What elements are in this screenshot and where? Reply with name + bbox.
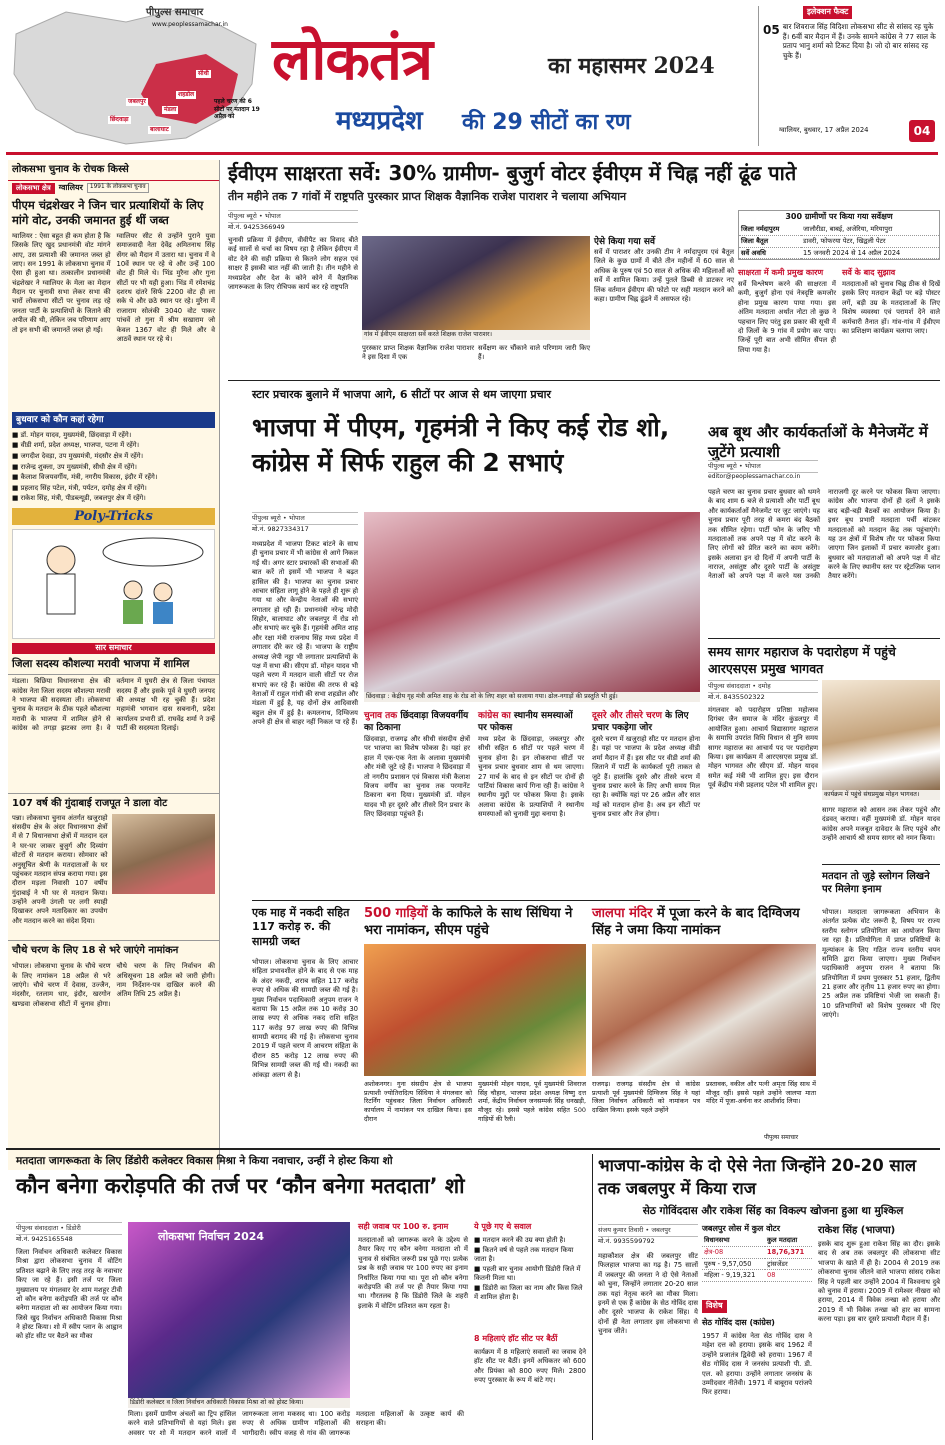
list-item: ■ कितने वर्ष से पहले तक मतदान किया जाता है। <box>474 1245 574 1264</box>
table-row: महिला - 9,19,321 08 <box>702 1270 812 1282</box>
evm-headline: ईवीएम साक्षरता सर्वे: 30% ग्रामीण- बुजुर्ग वोटर ईवीएम में चिह्न नहीं ढूंढ पाते <box>228 161 797 185</box>
divider <box>822 864 940 865</box>
kbm-byline-box <box>16 1222 122 1244</box>
cartoon-caption: सार समाचार <box>12 643 215 654</box>
cartoon <box>12 529 215 639</box>
left-column <box>8 160 220 1170</box>
map-city-1: सीधी <box>198 70 209 77</box>
booth-body: पहले चरण का चुनाव प्रचार बुधवार को थमने के बाद शाम 6 बजे से प्रत्याशी और पार्टी बूथ और कार्यकर्ताओं मैनेजमेंट पर जुट जाएंगे। यह चुनाव प्रचार पूरी तरह से कमरा बंद बैठकों तक सीमित रहेगा। पार्टी फोन के जरिए भी मतदाताओं तक अपने पक्ष में वोट करने के लिए लोगों को प्रेरित करने का काम करेंगे। इसके अलावा इन दो दिनों में अपनी पार्टी के नाराज, असंतुष्ट और दूसरे पार्टी के असंतुष्ट नेताओं को अपने पक्ष में करने यस उनकी नाराजगी दूर करने पर फोकस किया जाएगा। कांग्रेस और भाजपा दोनों ही दलों ने इसके बाद बड़ी-बड़ी बैठकों का आयोजन किया है। इधर बूथ प्रभारी मतदाता पर्ची बांटकर मतदाताओं को मतदान केंद्र तक पहुंचाएंगे। यह उन क्षेत्रों में विशेष तौर पर फोकस किया जाएगा जिन इलाकों में प्रचार कमजोर हुआ। बुधवार को मतदाताओं को अपने पक्ष में वोट करने के लिए स्थानीय स्तर पर स्ट्रेटजिक प्लान तैयार करेंगे। <box>708 488 940 581</box>
seth-body: 1957 में कांग्रेस नेता सेठ गोविंद दास ने महेश दत्त को हराया। इसके बाद 1962 में उन्होंने प्रजातंत्र द्विवेदी को हराया। 1967 में सेठ गोविंद दास ने जनसंघ प्रत्याशी पी. डी. एल. को हराया। उन्होंने लगातार जनसंघ के उम्मीदवार नीतेवी। 1971 में बाबूराव परांजपे फिर हराया। <box>702 1332 812 1397</box>
table-row: सर्वे अवधि 15 जनवरी 2024 से 14 अप्रैल 2024 <box>739 247 939 259</box>
bjp-photo-caption: छिंदवाड़ा : केंद्रीय गृह मंत्री अमित शाह के रोड शो के लिए शहर को सजाया गया। ढोल-नगाड़ों की प्रस्तुति भी हुई। <box>364 692 700 702</box>
kbm-body: जिला निर्वाचन अधिकारी कलेक्टर विकास मिश्रा द्वारा लोकसभा चुनाव में वोटिंग प्रतिशत बढ़ाने के लिए तरह तरह के नवाचार किए जा रहे हैं। इसी तर्ज पर जिला मुख्यालय पर मंगलवार देर शाम मशहूर टीवी शो कौन बनेगा करोड़पति की तर्ज पर कौन बनेगा मतदाता शो का आयोजन किया गया। जिसे खुद निर्वाचन अधिकारी विकास मिश्रा ने होस्ट किया। शो में स्वीप प्लान के आह्वान को हॉट सीट पर बैठने का मौका <box>16 1248 122 1341</box>
section-rule <box>6 1148 940 1150</box>
list-item: ■ डिंडोरी का जिला का नाम और किस जिले में शामिल होता है। <box>474 1283 583 1302</box>
kbm-headline: कौन बनेगा करोड़पति की तर्ज पर ‘कौन बनेगा मतदाता’ शो <box>16 1174 465 1198</box>
evm-award-text: पुरस्कार प्राप्त शिक्षक वैज्ञानिक राजेश पाराशर ने इस दिशा में एक <box>362 344 474 362</box>
booth-email: editor@peoplessamachar.co.in <box>708 472 801 480</box>
c3-title: दूसरे और तीसरे चरण के लिए प्रचार पकड़ेगा जोर <box>592 711 689 734</box>
who-item: ■ प्रहलाद सिंह पटेल, मंत्री, पर्यटन, दमोह क्षेत्र में रहेंगे। <box>12 483 147 492</box>
evm-byline: पीपुल्स ब्यूरो • भोपाल <box>228 210 358 223</box>
map-city-4: मंडला <box>164 106 177 113</box>
bjp-body: मध्यप्रदेश में भाजपा टिकट बांटने के साथ ही चुनाव प्रचार में भी कांग्रेस से आगे निकल गई थी। अगर स्टार प्रचारकों की सभाओं की बात करें तो इसमें भी भाजपा ने बढ़त हासिल की है। भाजपा का चुनाव प्रचार आचार संहिता लागू होने के पहले ही शुरू हो गया था और केन्द्रीय नेताओं की सभाएं लगातार हो रही हैं। प्रधानमंत्री नरेन्द्र मोदी सिहोर, बालाघाट और जबलपुर में रोड शो और सभाएं कर चुके हैं। गृहमंत्री अमित शाह और रक्षा मंत्री राजनाथ सिंह मध्य प्रदेश में लगातार दौरे कर रहे हैं। भाजपा के राष्ट्रीय अध्यक्ष जेपी नड्डा भी लगातार प्रत्याशियों के पक्ष में सभा की। सीएम डॉ. मोहन यादव भी पहले चरण में मतदान वाली सीटों पर रोज सभाएं कर रहे हैं। कांग्रेस की तरफ से बड़े नेताओं में राहुल गांधी की सभा शहडोल और मंडला में हुई है, यह दोनों क्षेत्र आदिवासी बहुल क्षेत्र में हुई है। कमलनाथ, दिग्विजय अपने ही क्षेत्र से बाहर नहीं निकल पा रहे हैं। <box>252 540 358 727</box>
jabalpur-phone: मो.नं. 9935599792 <box>598 1236 655 1245</box>
evm-survey-text: सर्वेक्षण कर चौंकाने वाले परिणाम जारी किए हैं। <box>478 344 590 362</box>
map-city-6: बालाघाट <box>150 126 169 133</box>
interesting-title: लोकसभा चुनाव के रोचक किस्से <box>8 160 219 181</box>
booth-headline: अब बूथ और कार्यकर्ताओं के मैनेजमेंट में जुटेंगे प्रत्याशी <box>708 423 928 462</box>
jabalpur-byline: संजय कुमार तिवारी • जबलपुर <box>598 1224 698 1237</box>
map-note: पहले चरण की 6 सीटों पर मतदान 19 अप्रैल को <box>214 98 260 120</box>
fourth-body: भोपाल। लोकसभा चुनाव के चौथे चरण के लिए नामांकन 18 अप्रैल से भरे जाएंगे। चौथे चरण में देवास, उज्जैन, मंदसौर, रतलाम धार, इंदौर, खरगोन खण्डवा लोकसभा सीटों में चुनाव होगा। चौथे चरण के लिए निर्वाचन की अधिसूचना 18 अप्रैल को जारी होगी। नाम निर्देशन-पत्र दाखिल करने की अंतिम तिथि 25 अप्रैल है। <box>12 962 215 1008</box>
lit-title: साक्षरता में कमी प्रमुख कारण <box>738 268 824 277</box>
evm-body: चुनावी प्रक्रिया में ईवीएम, वीवीपैट का विवाद बीते कई सालों से चर्चा का विषय रहा है लेकिन ईवीएम में वोट देने की सही प्रक्रिया से कितने लोग सहज एवं साक्षर हैं इसकी बात नहीं की जाती है। तीन महीने से मध्यप्रदेश और देश के कोने कोने में वैज्ञानिक जागरूकता के लिए रोचिपक कार्य कर रहे राष्ट्रपति <box>228 236 358 291</box>
who-list <box>8 430 219 504</box>
digvijay-credit: पीपुल्स समाचार <box>764 1134 799 1141</box>
kbm-kicker: मतदाता जागरूकता के लिए डिंडोरी कलेक्टर विकास मिश्रा ने किया नवाचार, उन्हीं ने होस्ट किया शो <box>16 1155 393 1167</box>
voters-table <box>702 1235 812 1283</box>
lit-body: सर्वे विश्लेषण करने की साक्षरता में कमी, बुजुर्ग होना एवं नेत्रदृष्टि कमजोर होना प्रमुख कारण पाया गया। इस अंतिम मतदाता अर्थात नोटा तो कुछ ने पहचान लिए परंतु इस प्रकार की सूची में दो जिलों के 9 गांव में प्रयोग कर पाए। जिन्हें पूरी बात अभी सीमित सैंपल ही लिया गया है। <box>738 280 836 354</box>
who-item: ■ वीडी शर्मा, प्रदेश अध्यक्ष, भाजपा, पटना में रहेंगे। <box>12 441 140 450</box>
digvijay-caption-b: प्रस्तावक, वकील और पत्नी अमृता सिंह साथ में मौजूद रहीं। इससे पहले उन्होंने जालपा माता मंदिर में पूजा-अर्चना कर आशीर्वाद लिया। <box>706 1080 816 1106</box>
masthead-sub-mp: मध्यप्रदेश <box>336 106 423 136</box>
table-row: क्षेत्र-08 18,76,371 <box>702 1246 812 1258</box>
sindhia-caption-a: अशोकनगर। गुना संसदीय क्षेत्र से भाजपा प्रत्याशी ज्योतिरादित्य सिंधिया ने मंगलवार को रिटर्निंग पहुंचकर जिला निर्वाचन अधिकारी कार्यालय में नामांकन पत्र दाखिल किया। इस दौरान <box>364 1080 472 1123</box>
pm-body-a: ग्वालियर : ऐसा बहुत ही कम होता है कि जिसके लिए खुद प्रधानमंत्री वोट मांगने आए, उस प्रत्याशी की जमानत जब्त हो जाए। सन 1991 के लोकसभा चुनाव में ऐसा ही हुआ था। तत्कालीन प्रधानमंत्री चंद्रशेखर ने ग्वालियर के मेला का मेदान मैदान पर चुनावी सभा लेकर सभा की चारों लोकसभा सीटों पर चुनाव लड़ रहे जनता पार्टी के प्रत्याशियों के जिताने की अपील की थी, लेकिन जब परिणाम आए तो इन सभी की जमानतें जब्त हो गईं। <box>12 231 111 334</box>
sug-body: मतदाताओं को चुनाव चिह्न ठीक से दिखें इसके लिए मतदान केंद्रों पर बड़े पोस्टर लगें, बड़ी उम्र के मतदाताओं के लिए विशेष व्यवस्था एवं परामर्श देने वाले कर्मचारी तैनात हों। गांव-गांव में ईवीएम का प्रशिक्षण कार्यक्रम चलाया जाए। <box>842 280 940 335</box>
old-body: पन्ना। लोकसभा चुनाव अंतर्गत खजुराहो संसदीय क्षेत्र के अंदर विधानसभा क्षेत्रों में से 7 विधानसभा क्षेत्रों में मतदान दल ने घर-घर जाकर बुजुर्ग और दिव्यांग वोटरों से मतदान कराया। सोमवार को अनुसूचित श्रेणी के मतदाताओं के घर पहुंचकर मतदान संपन्न कराया गया। इस दौरान मड़ला निवासी 107 वर्षीय गुंदाबाई ने भी घर से मतदान किया। उन्होंने अपनी उंगली पर लगी स्याही दिखाकर अपने मतादिकार का उपयोग और मतदान करने का संदेश दिया। <box>12 813 108 925</box>
evm-phone: मो.नं. 9425366949 <box>228 222 285 231</box>
brand-url: www.peoplessamachar.in <box>152 21 228 28</box>
masthead-sub-tail: की 29 सीटों का रण <box>462 110 631 135</box>
table-row: विधानसभा कुल मतदाता <box>702 1235 812 1246</box>
slogan-headline: मतदान तो जुड़े स्लोगन लिखने पर मिलेगा इनाम <box>822 871 930 895</box>
cash-body: भोपाल। लोकसभा चुनाव के लिए आचार संहिता प्रभावशील होने के बाद से एक माह के अंदर नकदी, शराब सहित 117 करोड़ रुपए से अधिक की सामग्री जब्त की गई है। मुख्य निर्वाचन पदाधिकारी अनुपम राजन ने बताया कि 15 अप्रैल तक 10 करोड़ 30 लाख रुपए से अधिक नकद राशि सहित 117 करोड़ 97 लाख रुपए की विभिन्न सामग्री बरामद की गई है। लोकसभा चुनाव 2019 में पहले चरण में आचरण संहिता के दौरान 85 करोड़ 12 लाख रुपए की विभिन्न सामग्री जब्त की गई थी। नकदी का आंकड़ा अलग से है। <box>252 958 358 1079</box>
list-item: ■ पहली बार चुनाव आयोगी डिंडोरी जिले में कितनी मिला था। <box>474 1264 581 1283</box>
fourth-headline: चौथे चरण के लिए 18 से भरे जाएंगे नामांकन <box>8 940 219 961</box>
slogan-body: भोपाल। मतदाता जागरूकता अभियान के अंतर्गत प्रत्येक वोट जरूरी है, विषय पर राज्य स्तरीय स्लोगन प्रतियोगिता का आयोजन किया जा रहा है। प्रतियोगिता में प्राप्त प्रविष्टियों के मूल्यांकन के लिए गठित राज्य स्तरीय चयन समिति द्वारा किया जाएगा। मुख्य निर्वाचन पदाधिकारी अनुपम राजन ने बताया कि प्रतियोगिता में प्रथम पुरस्कार 51 हजार, द्वितीय 21 हजार और तृतीय 11 हजार रुपए का होगा। 25 अप्रैल तक प्रविष्टियां भेजी जा सकती हैं। 10 प्रतिभागियों को विशेष पुरस्कार भी दिए जाएंगे। <box>822 908 940 1020</box>
cartoon-drawing <box>13 530 215 638</box>
kbm-photo-caption: डिंडोरी कलेक्टर व जिला निर्वाचन अधिकारी विकास मिश्रा शो को होस्ट किया। <box>128 1398 350 1408</box>
jabalpur-byline-box <box>598 1224 698 1246</box>
sagar-photo-caption: कार्यक्रम में पहुंचे संघप्रमुख मोहन भागवत। <box>822 790 940 800</box>
c1-body: छिंदवाड़ा, राजगढ़ और सीधी संसदीय क्षेत्रों पर भाजपा का विशेष फोकस है। यहां हर हाल में एक-एक नेता के अलावा मुख्यमंत्री और मंत्री जुटे रहे हैं। भाजपा ने छिंदवाड़ा में तो नगरीय प्रशासन एवं विकास मंत्री कैलाश विजय वर्गीय का चुनाव तक परमानेंट ठिकाना बना दिया। मुख्यमंत्री डॉ. मोहन यादव भी हर दूसरे और तीसरे दिन प्रचार के लिए छिंदवाड़ा पहुंचते हैं। <box>364 735 470 818</box>
sar-body: मंडला। बिछिया विधानसभा क्षेत्र की कांग्रेस नेता जिला सदस्य कौशल्या मरावी ने भाजपा की सदस्यता ली। लोकसभा चुनाव के मतदान के ठीक पहले कौशल्या मरावी के भाजपा में शामिल होने से कांग्रेस को तगड़ा झटका लगा है। वे वर्तमान में घुघरी क्षेत्र से जिला पंचायत सदस्य हैं और इसके पूर्व वे घुघरी जनपद की अध्यक्ष भी रह चुकी हैं। प्रदेश महामंत्री भगवान दास सबनानी, प्रदेश कार्यालय प्रभारी डॉ. राघवेंद्र शर्मा ने उन्हें पार्टी की सदस्यता दिलाई। <box>12 677 215 733</box>
old-headline: 107 वर्ष की गुंदाबाई राजपूत ने डाला वोट <box>8 793 219 814</box>
photo-evm-survey <box>362 236 590 330</box>
c2-title: कांग्रेस का स्थानीय समस्याओं पर फोकस <box>478 711 573 734</box>
pm-headline: पीएम चंद्रशेखर ने जिन चार प्रत्याशियों के लिए मांगे वोट, उनकी जमानत हुई थीं जब्त <box>12 197 204 227</box>
pm-body-b: ग्वालियर सीट से उन्होंने पुराने युवा समाजवादी नेता देवेंद्र अमितनाथ सिंह सेंगर को मैदान में उतारा था। चुनाव में वे 10वें स्थान पर रहे थे और उन्हें 100 वोट ही मिले थे। भिंड मुरैना और गुना सीटों पर भी यही हुआ। भिंड में रमेशचंद्र दशरथ दांतरे सिर्फ 2200 वोट ही ला सके थे और छठे स्थान पर रहे। मुरैना में राजाराम सोलंकी 3040 वोट पाकर पांचवें तो गुना में श्रीम सखाराम जो केवल 1367 वोट ही मिले और वे आठवें स्थान पर रहे थे। <box>116 231 215 343</box>
sagar-body2: सागर महाराज को आसन तक लेकर पहुंचे और दंडवत्‌ कराया। वहीं मुख्यमंत्री डॉ. मोहन यादव कांग्रेस अपने मजबूत दावेदार के लिए पहुंचे और उन्होंने आचार्य श्री समय सागर को नमन किया। <box>822 806 940 843</box>
divider <box>252 900 700 901</box>
kbm-byline: पीपुल्स संवाददाता • डिंडोरी <box>16 1222 122 1235</box>
sindhia-caption-b: मुख्यमंत्री मोहन यादव, पूर्व मुख्यमंत्री शिवराज सिंह चौहान, भाजपा प्रदेश अध्यक्ष विष्णु दत्त शर्मा, केंद्रीय निर्वाचन जनसम्पर्क सिंह धनखड़ी, मौजूद रहे। इससे पहले कांग्रेस सहित 500 गाड़ियों की रैली। <box>478 1080 586 1123</box>
photo-digvijay-puja <box>592 944 816 1076</box>
seth-title: सेठ गोविंद दास (कांग्रेस) <box>702 1318 775 1327</box>
booth-byline: पीपुल्स ब्यूरो • भोपाल <box>708 460 818 473</box>
hot-body: कार्यक्रम में 8 महिलाएं सवालों का जवाब देने हॉट सीट पर बैठीं। इनमें अधिकतर को 600 और प्रियंका को 800 रुपए मिले। 2800 रुपए पुरस्कार के रूप में बांटे गए। <box>474 1348 586 1385</box>
sindhia-headline: 500 गाड़ियों के काफिले के साथ सिंधिया ने भरा नामांकन, सीएम पहुंचे <box>364 906 573 938</box>
election-fact-box <box>758 6 938 146</box>
kbm-mid-body: मिला। इसमें ग्रामीण अंचलों का ट्रिप हांसिल करने वाले प्रतिभागियों से यहां मिले। इस अवसर पर शो में मतदान करने वालों में जागरूकता लाना मकसद था। 100 करोड़ रुपए से अधिक ग्रामीण महिलाओं की भागीदारी। स्वीप वजह से गांव की जागरूक मतदाता महिलाओं के उत्कृष्ट कार्य की सराहना की। <box>128 1410 464 1437</box>
sar-headline: जिला सदस्य कौशल्या मरावी भाजपा में शामिल <box>8 654 219 675</box>
table-row: जिला बैतूल डावरी, फोफरया पेटर, खिद्वली पेटर <box>739 235 939 247</box>
evm-byline-box <box>228 210 358 232</box>
hot-title: 8 महिलाएं हॉट सीट पर बैठीं <box>474 1334 558 1343</box>
dateline: ग्वालियर, बुधवार, 17 अप्रैल 2024 <box>779 126 869 134</box>
brand: पीपुल्स समाचार <box>146 7 204 18</box>
mp-map-graphic <box>6 4 268 148</box>
area-label: लोकसभा क्षेत्र <box>12 183 55 194</box>
q-title: ये पूछे गए थे सवाल <box>474 1222 532 1231</box>
prize-body: मतदाताओं को जागरूक करने के उद्देश्य से तैयार किए गए कौन बनेगा मतदाता शो में चुनाव से संबंधित जरूरी प्रश्न पूछे गए। प्रत्येक प्रश्न के सही जवाब पर 100 रुपए का इनाम निर्धारित किया गया था। पूरा शो कौन बनेगा करोड़पति की तर्ज पर ही तैयार किया गया था। गौरतलब है कि डिंडोरी जिले के शहरी इलाके में वोटिंग प्रतिशत कम रहता है। <box>358 1236 468 1310</box>
kbm-phone: मो.नं. 9425165548 <box>16 1234 73 1243</box>
divider <box>708 638 940 639</box>
evm-how-title: ऐसे किया गया सर्वे <box>594 237 655 247</box>
masthead-rule <box>6 152 938 155</box>
list-item: ■ मतदान करने की उम्र क्या होती है। <box>474 1236 566 1244</box>
sagar-body: मंगलवार को पदारोहण प्रतिष्ठा महोत्सव दिगंबर जैन समाज के मंदिर कुंडलपुर में आयोजित हुआ। आचार्य विद्यासागर महाराज के समाधि उपरांत विधि विधान से मुनि समय सागर महाराज का आचार्य पद पर पदारोहण किया। इस कार्यक्रम में आरएसएस प्रमुख डॉ. मोहन भागवत और सीएम डॉ. मोहन यादव समेत कई मंत्री भी शामिल हुए। इस दौरान पूर्व केंद्रीय मंत्री प्रहलाद पटेल भी शामिल हुए। <box>708 706 818 789</box>
sagar-headline: समय सागर महाराज के पदारोहण में पहुंचे आरएसएस प्रमुख भागवत <box>708 644 896 676</box>
kbm-banner: लोकसभा निर्वाचन 2024 <box>158 1230 265 1243</box>
who-item: ■ राकेश सिंह, मंत्री, पीडब्ल्यूडी, जबलपुर क्षेत्र में रहेंगे। <box>12 494 146 503</box>
who-item: ■ कैलाश विजयवर्गीय, मंत्री, नगरीय विकास, इंदौर में रहेंगे। <box>12 473 158 482</box>
map-city-3: जबलपुर <box>128 98 146 105</box>
evm-how-body: सर्वे में पाराशर और उनकी टीम ने नर्मदापुरम एवं बैतूल जिले के कुछ ग्रामों में बीते तीन महीनों में 60 साल से अधिक के पुरुष एवं 50 साल से अधिक की महिलाओं को सर्वे में शामिल किया। उन्हें पुतले डिब्बी से डाटकर नए लिंक वर्तमान ईवीएम की फोटो पर सही मतदान करने को कहा। ग्रामीण चिह्न ढूंढने में असफल रहे। <box>594 248 734 303</box>
table-row: पुरुष - 9,57,050 ट्रांसजेंडर <box>702 1258 812 1270</box>
divider <box>228 380 940 381</box>
election-fact-number: 05 <box>763 22 780 37</box>
photo-roadshow <box>364 512 700 692</box>
bjp-byline: पीपुल्स ब्यूरो • भोपाल <box>252 512 358 525</box>
vishesh-tag: विशेष <box>702 1300 727 1313</box>
survey-table <box>739 224 939 260</box>
who-item: ■ जगदीश देवड़ा, उप मुख्यमंत्री, मंदसौर क्षेत्र में रहेंगे। <box>12 452 144 461</box>
photo-bhagwat <box>822 680 940 790</box>
sagar-byline: पीपुल्स संवाददाता • दमोह <box>708 680 818 693</box>
survey-box-title: 300 ग्रामीणों पर किया गया सर्वेक्षण <box>785 212 893 221</box>
map-city-2: शहडोल <box>178 91 195 98</box>
cash-headline: एक माह में नकदी सहित 117 करोड़ रु. की सामग्री जब्त <box>252 906 350 948</box>
bjp-byline-box <box>252 512 358 534</box>
photo-old-woman <box>112 814 215 894</box>
jabalpur-deck: सेठ गोविंददास और राकेश सिंह का विकल्प खोजना हुआ था मुश्किल <box>642 1205 904 1217</box>
area-name: ग्वालियर <box>58 182 83 192</box>
c3-body: दूसरे चरण में खजुराहो सीट पर मतदान होना है। यहां पर भाजपा के प्रदेश अध्यक्ष वीडी शर्मा मैदान में हैं। इस सीट पर वीडी शर्मा की जिताने में पार्टी के कार्यकर्ता पूरी ताकत से जुटे हैं। हालांकि दूसरे और तीसरे चरण में चुनाव प्रचार करने के लिए अभी समय मिल रहा है। क्योंकि यहां पर 26 अप्रैल और सात मई को मतदान होना है। अब इन सीटों पर चुनाव प्रचार और तेज होगा। <box>592 735 700 818</box>
bjp-phone: मो.नं. 9827334317 <box>252 524 309 533</box>
who-item: ■ राजेन्द्र शुक्ला, उप मुख्यमंत्री, सीधी क्षेत्र में रहेंगे। <box>12 462 137 471</box>
q-list <box>474 1236 586 1303</box>
evm-photo-caption: गांव में ईवीएम साक्षरता सर्वे करते शिक्षक राजेश पाराशर। <box>362 330 590 340</box>
bjp-kicker: स्टार प्रचारक बुलाने में भाजपा आगे, 6 सीटों पर आज से थम जाएगा प्रचार <box>252 388 551 401</box>
booth-byline-box <box>708 460 818 481</box>
who-item: ■ डॉ. मोहन यादव, मुख्यमंत्री, छिंदवाड़ा में रहेंगे। <box>12 430 132 439</box>
masthead-title: लोकतंत्र <box>272 25 432 93</box>
c1-title: चुनाव तक छिंदवाड़ा विजयवर्गीय का ठिकाना <box>364 711 469 734</box>
c2-body: मध्य प्रदेश के छिंदवाड़ा, जबलपुर और सीधी सहित 6 सीटों पर पहले चरण में चुनाव होना है। इन लोकसभा सीटों पर चुनाव प्रचार बुधवार शाम से थम जाएगा। 27 मार्च के बाद से इन सीटों पर दोनों ही पार्टियां विकास कार्य गिना रही हैं। कांग्रेस ने स्थानीय मुद्दों पर फोकस किया है। इसके अलावा कांग्रेस के प्रत्याशियों ने स्थानीय समस्याओं को चुनावी मुद्दा बनाया है। <box>478 735 584 818</box>
page-number: 04 <box>909 120 935 142</box>
voters-box <box>702 1224 812 1282</box>
bjp-headline: भाजपा में पीएम, गृहमंत्री ने किए कई रोड शो, कांग्रेस में सिर्फ राहुल की 2 सभाएं <box>252 413 670 477</box>
election-fact-label: इलेक्शन फैक्ट <box>803 6 852 19</box>
photo-kbm-show <box>128 1222 350 1398</box>
evm-deck: तीन महीने तक 7 गांवों में राष्ट्रपति पुरस्कार प्राप्त शिक्षक वैज्ञानिक राजेश पाराशर ने चलाया अभियान <box>228 190 627 203</box>
year-box: 1991 के लोकसभा चुनाव <box>87 183 149 193</box>
voters-title: जबलपुर लोस में कुल वोटर <box>702 1224 780 1233</box>
map-city-5: छिंदवाड़ा <box>110 116 129 123</box>
sug-title: सर्वे के बाद सुझाव <box>842 268 896 277</box>
digvijay-caption-a: राजगढ़। राजगढ़ संसदीय क्षेत्र से कांग्रेस प्रत्याशी पूर्व मुख्यमंत्री दिग्विजय सिंह ने यहां जिला निर्वाचन अधिकारी को नामांकन पत्र दाखिल किया। इसके पहले उन्होंने <box>592 1080 700 1114</box>
jabalpur-body: महाकौशल क्षेत्र की जबलपुर सीट फिलहाल भाजपा का गढ़ है। 75 सालों में जबलपुर की जनता ने दो ऐसे नेताओं को चुना, जिन्होंने लगातार 20-20 साल तक यहां नेतृत्व करने का मौका मिला। इनमें से एक हैं कांग्रेस के सेठ गोविंद दास और दूसरे भाजपा के राकेश सिंह। ये दोनों ही नेता लगातार इस लोकसभा से चुनाव जीते। <box>598 1252 698 1335</box>
prize-title: सही जवाब पर 100 रु. इनाम <box>358 1222 449 1231</box>
polytricks-label: Poly-Tricks <box>12 508 215 526</box>
photo-sindhia-rally <box>364 944 586 1076</box>
masthead-title-tail: का महासमर 2024 <box>548 53 715 79</box>
rakesh-body: इसके बाद शुरू हुआ राकेश सिंह का दौर। इसके बाद से अब तक जबलपुर की लोकसभा सीट भाजपा के खाते में ही है। 2004 से 2019 तक लोकसभा चुनाव जीतने वाले भाजपा सांसद राकेश सिंह ने पहली बार उन्होंने 2004 में विश्वनाथ दुबे को चुनाव में हराया। 2009 में रामेश्वर नीखरा को हराया, 2014 में विवेक तन्खा को हराया और 2019 में भी विवेक तन्खा को हार का सामना करना पड़ा। इस बार दूसरे प्रत्याशी मैदान में हैं। <box>818 1240 940 1323</box>
sagar-phone: मो.नं. 8435502322 <box>708 692 765 701</box>
masthead <box>0 0 945 152</box>
jabalpur-headline: भाजपा-कांग्रेस के दो ऐसे नेता जिन्होंने 20-20 साल तक जबलपुर में किया राज <box>598 1156 917 1199</box>
survey-box <box>738 210 940 260</box>
divider <box>592 1154 593 1440</box>
election-fact-text: बार शिवराज सिंह विदिशा लोकसभा सीट से सांसद रह चुके हैं। 6वीं बार मैदान में हैं। उनके सामने कांग्रेस ने 77 साल के प्रताप भानु शर्मा को टिकट दिया है। जो दो बार सांसद रह चुके हैं। <box>782 21 936 60</box>
who-title: बुधवार को कौन कहां रहेगा <box>12 412 215 428</box>
digvijay-headline: जालपा मंदिर में पूजा करने के बाद दिग्विजय सिंह ने जमा किया नामांकन <box>592 906 800 938</box>
table-row: जिला नर्मदापुरम जालौरीडा, बाबई, अजेरिया, मरियापुरा <box>739 224 939 235</box>
sagar-byline-box <box>708 680 818 702</box>
rakesh-title: राकेश सिंह (भाजपा) <box>818 1225 896 1236</box>
